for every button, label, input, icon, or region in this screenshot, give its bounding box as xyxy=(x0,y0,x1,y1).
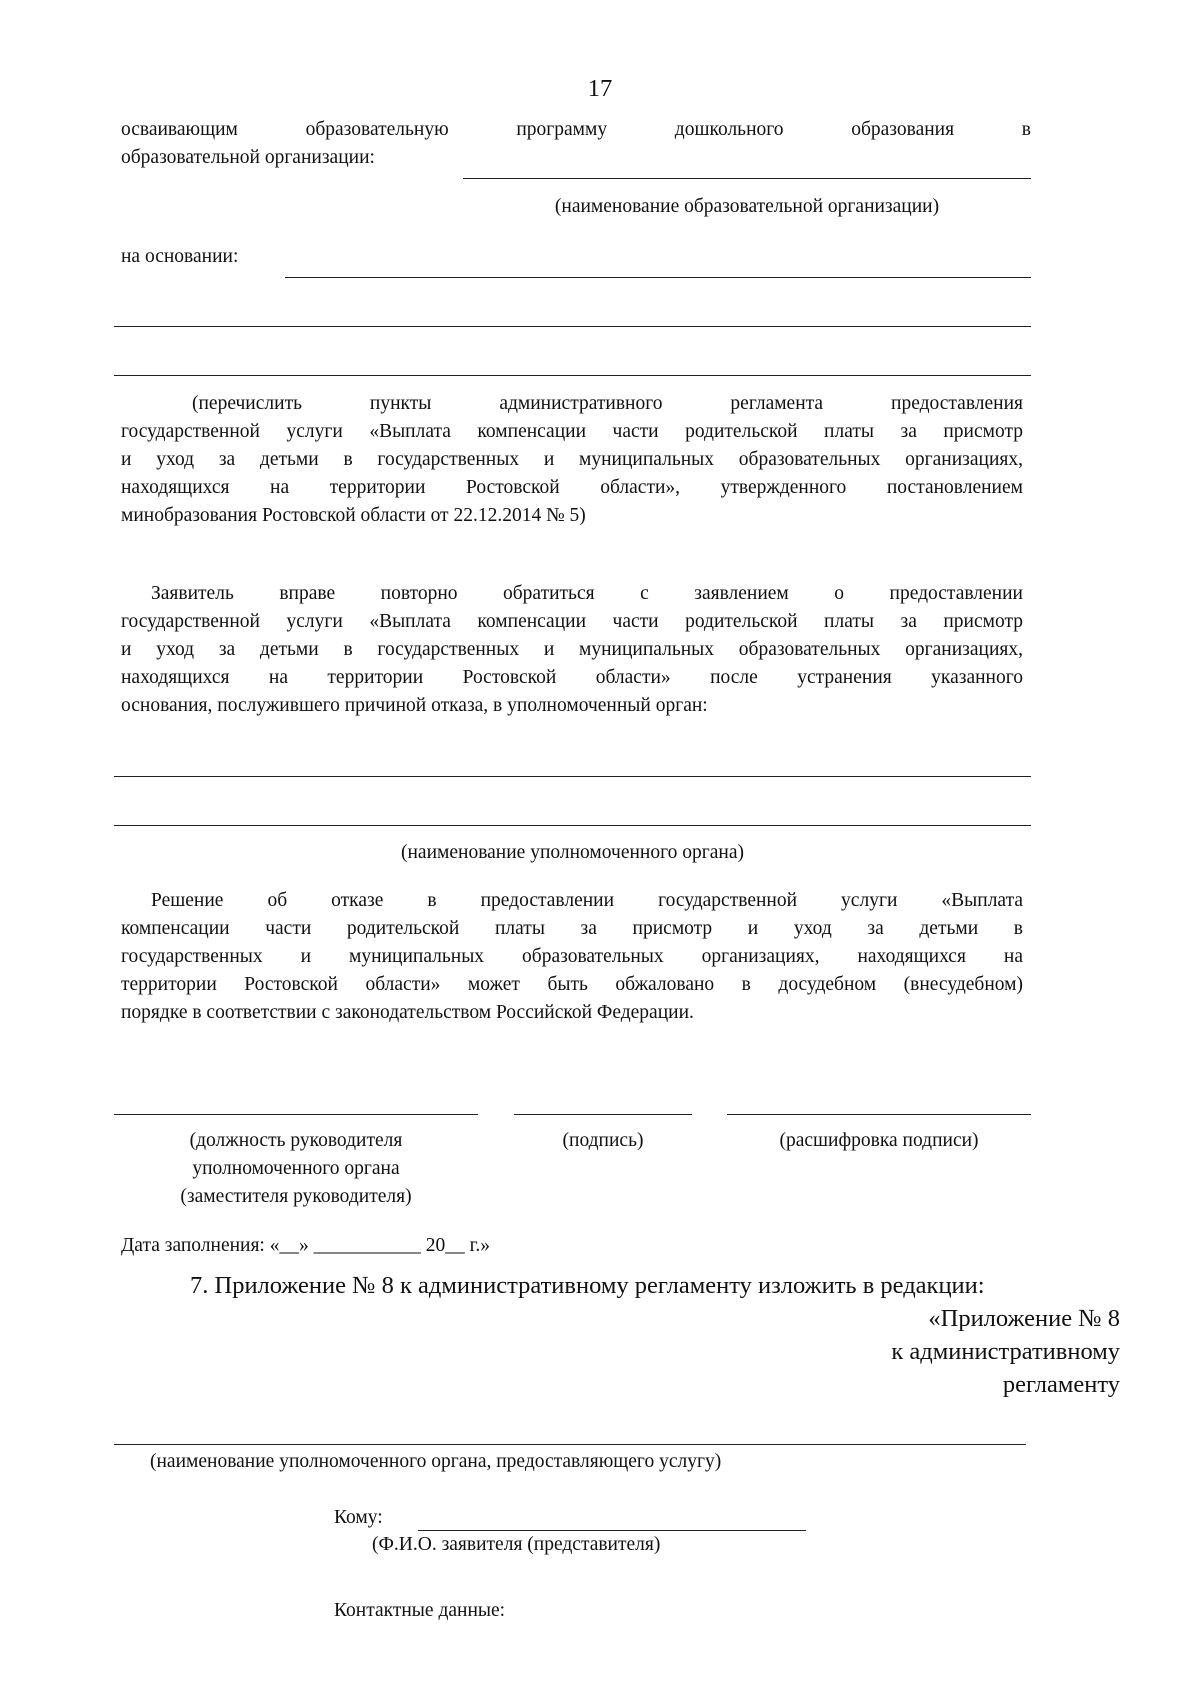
paragraph-line: основания, послужившего причиной отказа, в уполномоченный орган: xyxy=(121,695,708,716)
decode-line[interactable] xyxy=(727,1114,1031,1115)
organ-line-2[interactable] xyxy=(114,825,1031,826)
org-caption: (наименование образовательной организации) xyxy=(554,196,940,217)
note-line: и уход за детьми в государственных и муниципальных образовательных организациях, xyxy=(121,449,1023,470)
regulation-note xyxy=(121,390,1023,530)
basis-line-1[interactable] xyxy=(285,277,1031,278)
word: образовательную xyxy=(305,119,449,140)
paragraph-line xyxy=(121,116,1031,144)
fill-date: Дата заполнения: «__» ___________ 20__ г.» xyxy=(121,1235,491,1256)
position-caption xyxy=(114,1127,478,1211)
decode-caption: (расшифровка подписи) xyxy=(779,1130,979,1151)
org-label: образовательной организации: xyxy=(121,147,375,168)
applicant-caption: (Ф.И.О. заявителя (представителя) xyxy=(372,1534,661,1555)
page-number: 17 xyxy=(587,75,613,102)
paragraph-line: территории Ростовской области» может быть обжаловано в досудебном (внесудебном) xyxy=(121,974,1023,995)
amendment-item: 7. Приложение № 8 к административному регламенту изложить в редакции: xyxy=(190,1272,985,1299)
paragraph-line: порядке в соответствии с законодательством Российской Федерации. xyxy=(121,1002,694,1023)
word: осваивающим xyxy=(121,119,238,140)
note-line: находящихся на территории Ростовской области», утвержденного постановлением xyxy=(121,477,1023,498)
position-line[interactable] xyxy=(114,1114,478,1115)
appendix-line: регламенту xyxy=(1002,1371,1120,1398)
paragraph-line: Решение об отказе в предоставлении государственной услуги «Выплата xyxy=(151,890,1023,911)
basis-line-3[interactable] xyxy=(114,375,1031,376)
appendix-line: «Приложение № 8 xyxy=(928,1305,1120,1332)
paragraph-line: находящихся на территории Ростовской области» после устранения указанного xyxy=(121,667,1023,688)
provider-caption: (наименование уполномоченного органа, предоставляющего услугу) xyxy=(150,1451,722,1472)
appeal-paragraph xyxy=(121,887,1023,1027)
caption-line: (заместителя руководителя) xyxy=(180,1186,412,1207)
provider-line[interactable] xyxy=(114,1444,1026,1445)
contacts-label: Контактные данные: xyxy=(334,1600,506,1621)
organ-line-1[interactable] xyxy=(114,776,1031,777)
org-name-line[interactable] xyxy=(463,178,1031,179)
basis-line-2[interactable] xyxy=(114,326,1031,327)
note-line: минобразования Ростовской области от 22.12.2014 № 5) xyxy=(121,505,586,526)
caption-line: уполномоченного органа xyxy=(192,1158,400,1179)
paragraph-line: Заявитель вправе повторно обратиться с заявлением о предоставлении xyxy=(151,583,1023,604)
organ-caption: (наименование уполномоченного органа) xyxy=(401,842,744,863)
paragraph-line: компенсации части родительской платы за присмотр и уход за детьми в xyxy=(121,918,1023,939)
paragraph-line: и уход за детьми в государственных и муниципальных образовательных организациях, xyxy=(121,639,1023,660)
word: программу xyxy=(516,119,608,140)
appendix-heading xyxy=(600,1302,1120,1401)
appendix-line: к административному xyxy=(891,1338,1120,1365)
repeat-paragraph xyxy=(121,580,1023,720)
paragraph-line: государственных и муниципальных образовательных организациях, находящихся на xyxy=(121,946,1023,967)
caption-line: (должность руководителя xyxy=(189,1130,403,1151)
signature-line[interactable] xyxy=(514,1114,692,1115)
basis-label: на основании: xyxy=(121,246,239,267)
paragraph-line: государственной услуги «Выплата компенсации части родительской платы за присмотр xyxy=(121,611,1023,632)
word: дошкольного xyxy=(674,119,784,140)
word: образования xyxy=(851,119,955,140)
note-line: (перечислить пункты административного регламента предоставления xyxy=(192,393,1023,414)
word: в xyxy=(1021,119,1031,140)
sign-caption: (подпись) xyxy=(562,1130,644,1151)
to-label: Кому: xyxy=(334,1507,383,1528)
note-line: государственной услуги «Выплата компенсации части родительской платы за присмотр xyxy=(121,421,1023,442)
